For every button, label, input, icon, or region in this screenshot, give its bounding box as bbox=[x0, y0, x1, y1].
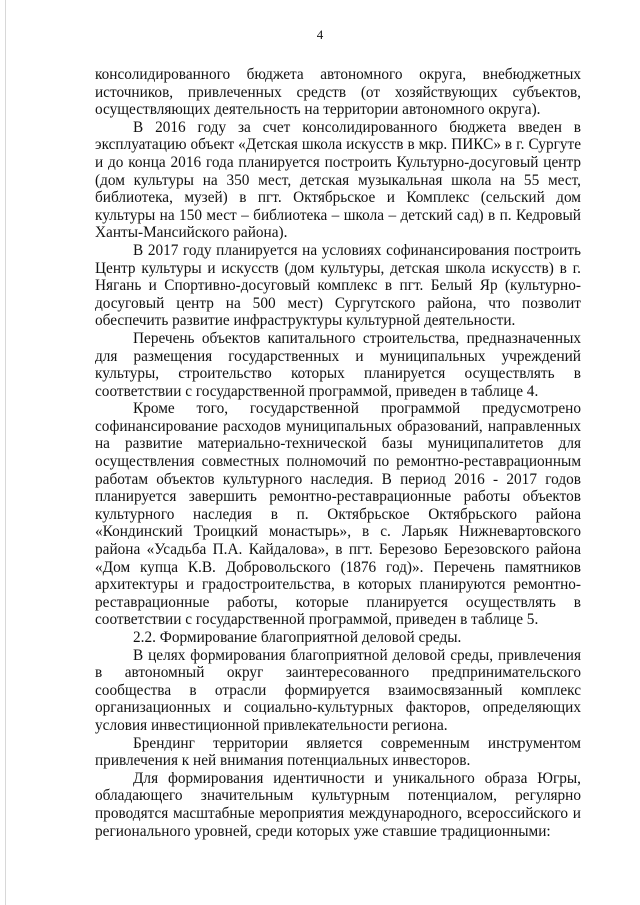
paragraph-budget-sources: консолидированного бюджета автономного округа, внебюджетных источников, привлеченных средств (от хозяйствующих субъектов, осуществляющих деятельность на территории автономного округа). bbox=[95, 66, 581, 119]
paragraph-branding: Брендинг территории является современным инструментом привлечения к ней внимания потенциальных инвесторов. bbox=[95, 734, 581, 770]
paragraph-business-environment: В целях формирования благоприятной деловой среды, привлечения в автономный округ заинтересованного предпринимательского сообщества в отрасли формируется взаимосвязанный комплекс организационных и социально-культурных факторов, определяющих условия инвестиционной привлекательности региона. bbox=[95, 646, 581, 734]
section-heading-2-2: 2.2. Формирование благоприятной деловой среды. bbox=[133, 629, 462, 646]
scan-edge-line bbox=[5, 0, 6, 905]
paragraph-table-4-reference: Перечень объектов капитального строительства, предназначенных для размещения государственных и муниципальных учреждений культуры, строительство которых планируется осуществлять в соответствии с государственной программой, приведен в таблице 4. bbox=[95, 329, 581, 400]
paragraph-2017-plans: В 2017 году планируется на условиях софинансирования построить Центр культуры и искусств (дом культуры, детская школа искусств) в г. Нягань и Спортивно-досуговый комплекс в пгт. Белый Яр (культурно-досуговый центр на 500 мест) Сургутского района, что позволит обеспечить развитие инфраструктуры культурной деятельности. bbox=[95, 241, 581, 330]
paragraph-ugra-identity: Для формирования идентичности и уникального образа Югры, обладающего значительным культурным потенциалом, регулярно проводятся масштабные мероприятия международного, всероссийского и регионального уровней, среди которых уже ставшие традиционными: bbox=[95, 769, 581, 840]
document-body bbox=[95, 66, 581, 840]
page-number: 4 bbox=[316, 27, 324, 42]
paragraph-2016-objects: В 2016 году за счет консолидированного бюджета введен в эксплуатацию объект «Детская школа искусств в мкр. ПИКС» в г. Сургуте и до конца 2016 года планируется построить Культурно-досуговый центр (дом культуры на 350 мест, детская музыкальная школа на 55 мест, библиотека, музей) в пгт. Октябрьское и Комплекс (сельский дом культуры на 150 мест – библиотека – школа – детский сад) в п. Кедровый Ханты-Мансийского района). bbox=[95, 118, 581, 242]
paragraph-restoration-works: Кроме того, государственной программой предусмотрено софинансирование расходов муниципальных образований, направленных на развитие материально-технической базы муниципалитетов для осуществления совместных полномочий по ремонтно-реставрационным работам объектов культурного наследия. В период 2016 - 2017 годов планируется завершить ремонтно-реставрационные работы объектов культурного наследия в п. Октябрьское Октябрьского района «Кондинский Троицкий монастырь», в с. Ларьяк Нижневартовского района «Усадьба П.А. Кайдалова», в пгт. Березово Березовского района «Дом купца К.В. Добровольского (1876 год)». Перечень памятников архитектуры и градостроительства, в которых планируются ремонтно-реставрационные работы, которые планируется осуществлять в соответствии с государственной программой, приведен в таблице 5. bbox=[95, 400, 581, 629]
